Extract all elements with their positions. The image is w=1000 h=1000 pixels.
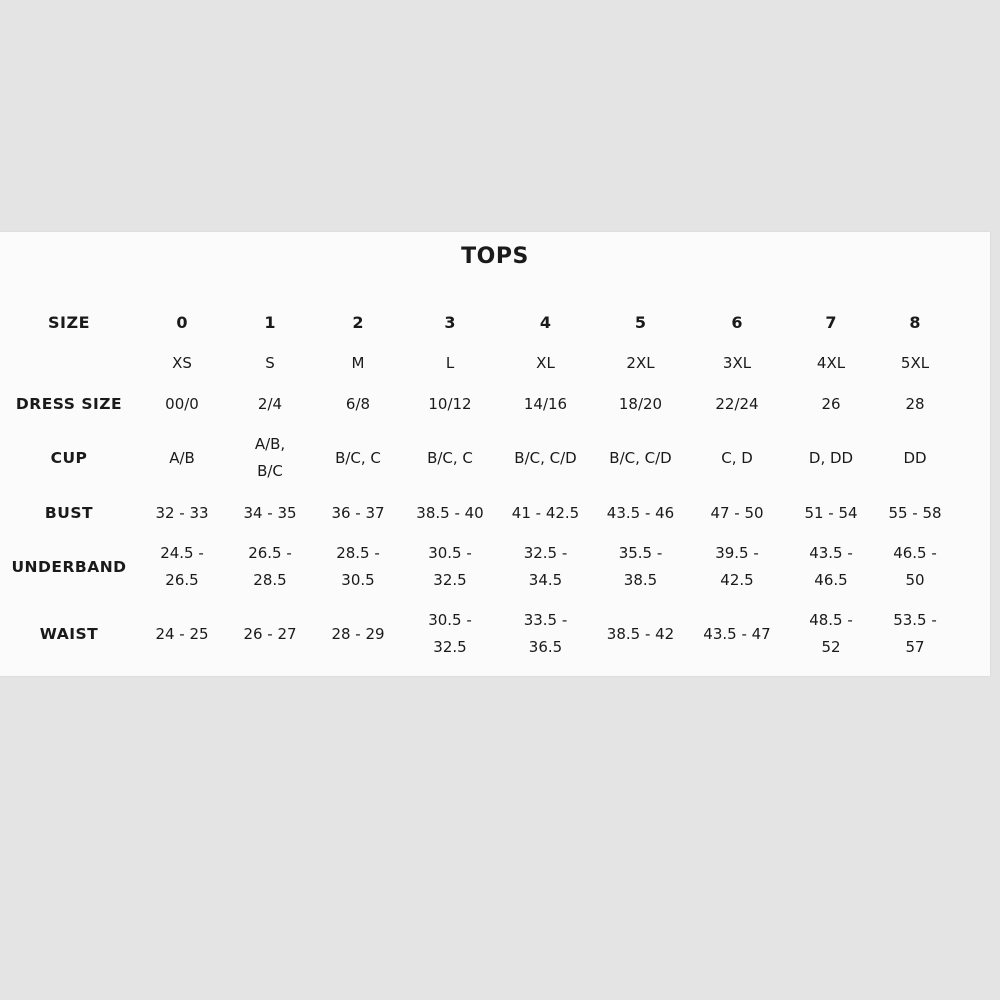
table-cell: 22/24 bbox=[715, 394, 759, 413]
row-label: SIZE bbox=[47, 312, 90, 332]
table-cell: B/C, C bbox=[335, 448, 381, 467]
table-cell: DD bbox=[903, 448, 927, 467]
table-cell: A/B, B/C bbox=[254, 435, 286, 480]
row-label bbox=[0, 342, 138, 384]
table-cell: 48.5 - 52 bbox=[809, 611, 853, 656]
table-cell: 7 bbox=[825, 312, 837, 332]
size-chart-card bbox=[0, 232, 990, 676]
table-cell: 53.5 - 57 bbox=[893, 611, 937, 656]
table-cell: B/C, C bbox=[427, 448, 473, 467]
table-cell: M bbox=[351, 353, 365, 372]
row-label: UNDERBAND bbox=[11, 557, 127, 576]
table-cell: 51 - 54 bbox=[804, 503, 858, 522]
table-cell: 8 bbox=[909, 312, 921, 332]
table-cell: A/B bbox=[169, 448, 195, 467]
table-cell: 33.5 - 36.5 bbox=[523, 611, 568, 656]
table-cell: 10/12 bbox=[428, 394, 472, 413]
table-cell: 6/8 bbox=[345, 394, 371, 413]
table-cell: 30.5 - 32.5 bbox=[428, 611, 472, 656]
cup-row bbox=[0, 424, 954, 492]
table-cell: 43.5 - 47 bbox=[703, 624, 771, 643]
table-cell: 4 bbox=[539, 312, 552, 332]
letter-size-row bbox=[0, 342, 954, 384]
table-cell: 32 - 33 bbox=[155, 503, 209, 522]
row-label: DRESS SIZE bbox=[15, 394, 123, 413]
table-cell: XS bbox=[172, 353, 192, 372]
dress-size-row bbox=[0, 384, 954, 424]
table-cell: S bbox=[265, 353, 275, 372]
chart-title: TOPS bbox=[461, 244, 529, 269]
table-cell: 3XL bbox=[722, 353, 752, 372]
table-cell: 30.5 - 32.5 bbox=[428, 544, 472, 589]
table-cell: 28.5 - 30.5 bbox=[336, 544, 380, 589]
table-cell: 6 bbox=[731, 312, 743, 332]
waist-row bbox=[0, 600, 954, 668]
size-row bbox=[0, 302, 954, 342]
table-cell: 24 - 25 bbox=[155, 624, 209, 643]
table-cell: L bbox=[445, 353, 455, 372]
table-cell: 5XL bbox=[900, 353, 930, 372]
table-cell: XL bbox=[536, 353, 555, 372]
table-cell: 43.5 - 46.5 bbox=[809, 544, 853, 589]
row-label: BUST bbox=[44, 503, 94, 522]
table-cell: 39.5 - 42.5 bbox=[715, 544, 759, 589]
table-cell: C, D bbox=[721, 448, 753, 467]
table-cell: 41 - 42.5 bbox=[511, 503, 580, 522]
table-cell: 38.5 - 40 bbox=[416, 503, 484, 522]
table-cell: 47 - 50 bbox=[710, 503, 764, 522]
table-cell: 5 bbox=[634, 312, 647, 332]
table-cell: B/C, C/D bbox=[514, 448, 577, 467]
table-cell: 0 bbox=[176, 312, 188, 332]
bust-row bbox=[0, 492, 954, 534]
table-cell: 46.5 - 50 bbox=[893, 544, 937, 589]
table-cell: 24.5 - 26.5 bbox=[160, 544, 204, 589]
table-cell: 36 - 37 bbox=[331, 503, 385, 522]
table-cell: D, DD bbox=[808, 448, 854, 467]
table-cell: 28 - 29 bbox=[331, 624, 385, 643]
table-cell: 28 bbox=[905, 394, 925, 413]
table-cell: 14/16 bbox=[523, 394, 568, 413]
table-cell: 3 bbox=[444, 312, 456, 332]
table-cell: 1 bbox=[264, 312, 276, 332]
table-cell: 32.5 - 34.5 bbox=[523, 544, 568, 589]
table-cell: 26.5 - 28.5 bbox=[248, 544, 292, 589]
size-chart-table bbox=[0, 302, 954, 668]
table-cell: 18/20 bbox=[618, 394, 663, 413]
table-cell: B/C, C/D bbox=[609, 448, 672, 467]
table-cell: 26 - 27 bbox=[243, 624, 297, 643]
table-cell: 35.5 - 38.5 bbox=[618, 544, 663, 589]
table-cell: 38.5 - 42 bbox=[606, 624, 675, 643]
table-cell: 2XL bbox=[626, 353, 655, 372]
table-cell: 26 bbox=[821, 394, 841, 413]
row-label: WAIST bbox=[39, 624, 99, 643]
table-cell: 00/0 bbox=[165, 394, 199, 413]
table-cell: 55 - 58 bbox=[888, 503, 942, 522]
table-cell: 43.5 - 46 bbox=[606, 503, 675, 522]
row-label: CUP bbox=[50, 448, 88, 467]
table-cell: 34 - 35 bbox=[243, 503, 297, 522]
table-cell: 4XL bbox=[816, 353, 846, 372]
table-cell: 2 bbox=[352, 312, 364, 332]
underband-row bbox=[0, 534, 954, 600]
table-cell: 2/4 bbox=[257, 394, 283, 413]
